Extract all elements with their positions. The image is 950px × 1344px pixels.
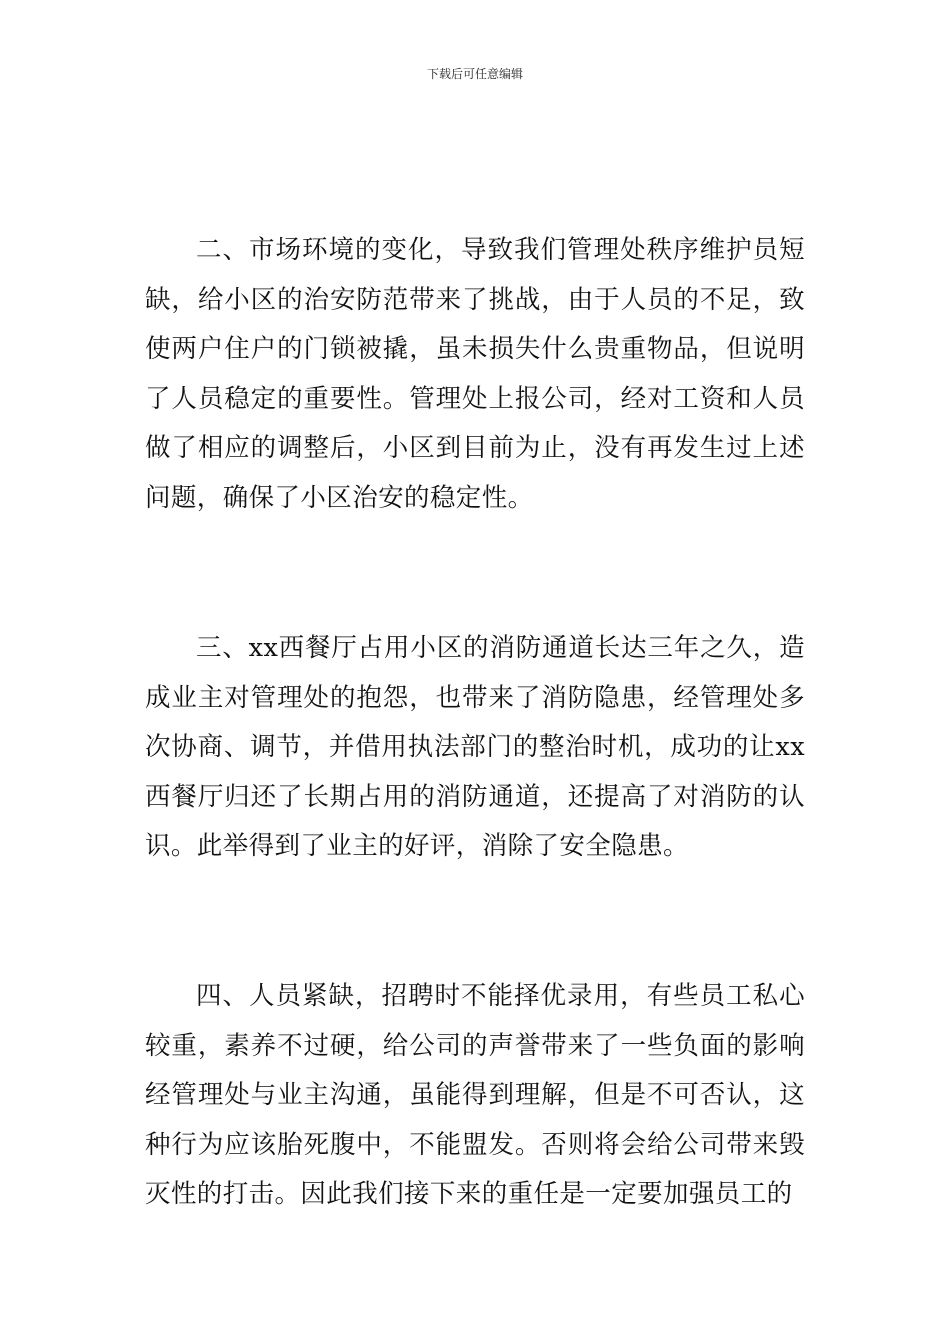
page-header: 下载后可任意编辑 xyxy=(426,67,523,81)
paragraph-security-staff: 二、市场环境的变化，导致我们管理处秩序维护员短缺，给小区的治安防范带来了挑战，由于人员的不足，致使两户住户的门锁被撬，虽未损失什么贵重物品，但说明了人员稳定的重要性。管理处上报公司，经对工资和人员做了相应的调整后，小区到目前为止，没有再发生过上述问题，确保了小区治安的稳定性。 xyxy=(145,235,805,513)
paragraph-fire-passage: 三、xx西餐厅占用小区的消防通道长达三年之久，造成业主对管理处的抱怨，也带来了消防隐患，经管理处多次协商、调节，并借用执法部门的整治时机，成功的让xx西餐厅归还了长期占用的消防通道，还提高了对消防的认识。此举得到了业主的好评，消除了安全隐患。 xyxy=(145,633,805,862)
paragraph-staff-shortage: 四、人员紧缺，招聘时不能择优录用，有些员工私心较重，素养不过硬，给公司的声誉带来了一些负面的影响经管理处与业主沟通，虽能得到理解，但是不可否认，这种行为应该胎死腹中，不能盟发。否则将会给公司带来毁灭性的打击。因此我们接下来的重任是一定要加强员工的 xyxy=(145,981,805,1210)
